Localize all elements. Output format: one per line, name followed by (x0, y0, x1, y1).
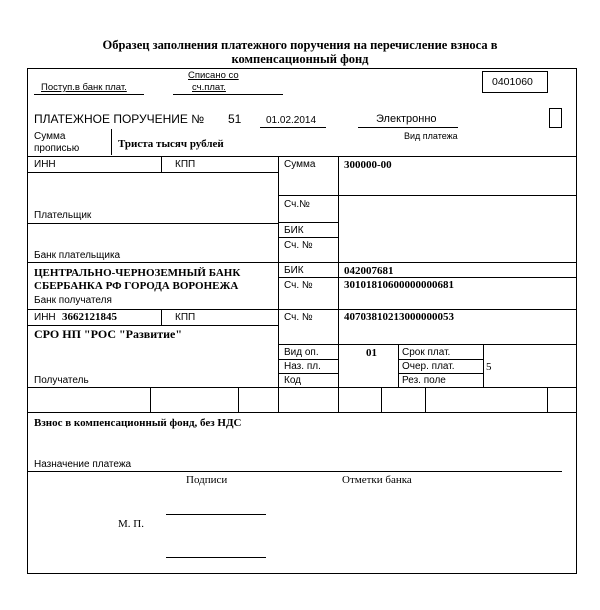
rule-op-row-top (278, 344, 576, 345)
priority-value: 5 (486, 361, 492, 373)
debited-line (173, 94, 283, 95)
purpose-code-label: Наз. пл. (284, 361, 321, 372)
form-code: 0401060 (492, 76, 533, 88)
order-date-line (260, 127, 326, 128)
rule-purpose-bottom (28, 471, 562, 472)
rule-priority-bottom (398, 373, 483, 374)
rule-payer-bottom (28, 223, 278, 224)
rule-recipient-bik-bottom (278, 277, 576, 278)
signature-line-1 (166, 514, 266, 515)
payment-order-form (27, 68, 577, 574)
priority-label: Очер. плат. (402, 361, 455, 372)
rule-payer-account-bottom (278, 222, 338, 223)
tax-cell-divider-5 (547, 387, 548, 412)
priority-column-divider (483, 344, 484, 387)
recipient-account: 40703810213000000053 (344, 311, 454, 323)
recipient-inn-kpp-divider (161, 309, 162, 325)
recipient-corr-label: Сч. № (284, 280, 313, 291)
payment-purpose-label: Назначение платежа (34, 459, 132, 470)
recipient-bank-label: Банк получателя (34, 295, 112, 306)
recipient-bank-name-1: ЦЕНТРАЛЬНО-ЧЕРНОЗЕМНЫЙ БАНК (34, 267, 241, 279)
title-line-1: Образец заполнения платежного поручения на перечисление взноса в (102, 38, 498, 52)
order-number: 51 (228, 112, 242, 126)
recipient-bik-label: БИК (284, 265, 304, 276)
payer-inn-label: ИНН (34, 159, 56, 170)
reserve-label: Рез. поле (402, 375, 446, 386)
title-line-2: компенсационный фонд (231, 52, 369, 66)
recipient-bank-name-2: СБЕРБАНКА РФ ГОРОДА ВОРОНЕЖА (34, 280, 239, 292)
op-type-value: 01 (366, 347, 377, 359)
tax-cell-divider-1 (150, 387, 151, 412)
rule-op-row-left (278, 359, 338, 360)
signatures-label: Подписи (186, 474, 228, 486)
order-title: ПЛАТЕЖНОЕ ПОРУЧЕНИЕ № (34, 112, 205, 126)
recipient-inn: 3662121845 (62, 311, 117, 323)
document-title (0, 38, 600, 66)
rule-recipient-bottom (28, 387, 576, 388)
payment-purpose: Взнос в компенсационный фонд, без НДС (34, 417, 242, 429)
order-date: 01.02.2014 (266, 115, 317, 126)
recipient-bik: 042007681 (344, 265, 394, 277)
payer-account-label: Сч.№ (284, 199, 310, 210)
payer-bank-account-label: Сч. № (284, 240, 313, 251)
recipient-account-label: Сч. № (284, 312, 313, 323)
rule-payer-bank-bottom (28, 262, 576, 263)
deadline-label: Срок плат. (402, 347, 451, 358)
rule-purpose-code-bottom (278, 373, 338, 374)
payment-type-label: Вид платежа (404, 131, 458, 141)
recipient-corr-account: 30101810600000000681 (344, 279, 454, 291)
tax-cell-divider-4 (425, 387, 426, 412)
payment-type-box (549, 108, 562, 128)
payer-inn-kpp-divider (161, 156, 162, 172)
value-column-divider-lower (338, 309, 339, 412)
rule-inn-row (28, 172, 278, 173)
op-column-divider (398, 344, 399, 387)
bank-received-line (34, 94, 144, 95)
recipient-label: Получатель (34, 375, 89, 386)
rule-payer-bik-bottom (278, 237, 338, 238)
value-column-divider-upper (338, 156, 339, 309)
rule-payer-top (28, 156, 576, 157)
tax-cell-divider-2 (238, 387, 239, 412)
stamp-label: М. П. (118, 518, 144, 530)
signature-line-2 (166, 557, 266, 558)
bank-marks-label: Отметки банка (342, 474, 412, 486)
tax-cell-divider-3 (381, 387, 382, 412)
debited-label-2: сч.плат. (192, 82, 226, 93)
form-code-box (482, 71, 548, 93)
sum-words-divider (111, 129, 112, 155)
recipient-inn-label: ИНН (34, 312, 56, 323)
op-type-label: Вид оп. (284, 347, 319, 358)
rule-sum-bottom (278, 195, 576, 196)
payment-method-line (358, 127, 458, 128)
payer-label: Плательщик (34, 210, 92, 221)
recipient-kpp-label: КПП (175, 312, 196, 323)
rule-recipient-inn (28, 325, 278, 326)
sum-words-label-1: Сумма (34, 131, 66, 142)
sum-words-label-2: прописью (34, 143, 80, 154)
sum-value: 300000-00 (344, 159, 392, 171)
rule-recipient-bank-bottom (28, 309, 576, 310)
sum-label: Сумма (284, 159, 316, 170)
code-label: Код (284, 375, 302, 386)
bank-received-label: Поступ.в банк плат. (41, 82, 127, 93)
payment-method: Электронно (376, 113, 437, 125)
rule-deadline-bottom (398, 359, 483, 360)
payer-bank-label: Банк плательщика (34, 250, 121, 261)
debited-label-1: Списано со (188, 70, 239, 81)
recipient-name: СРО НП "РОС "Развитие" (34, 327, 183, 341)
rule-tax-fields-bottom (28, 412, 576, 413)
payer-kpp-label: КПП (175, 159, 196, 170)
sum-in-words: Триста тысяч рублей (118, 138, 224, 150)
payer-bik-label: БИК (284, 225, 304, 236)
